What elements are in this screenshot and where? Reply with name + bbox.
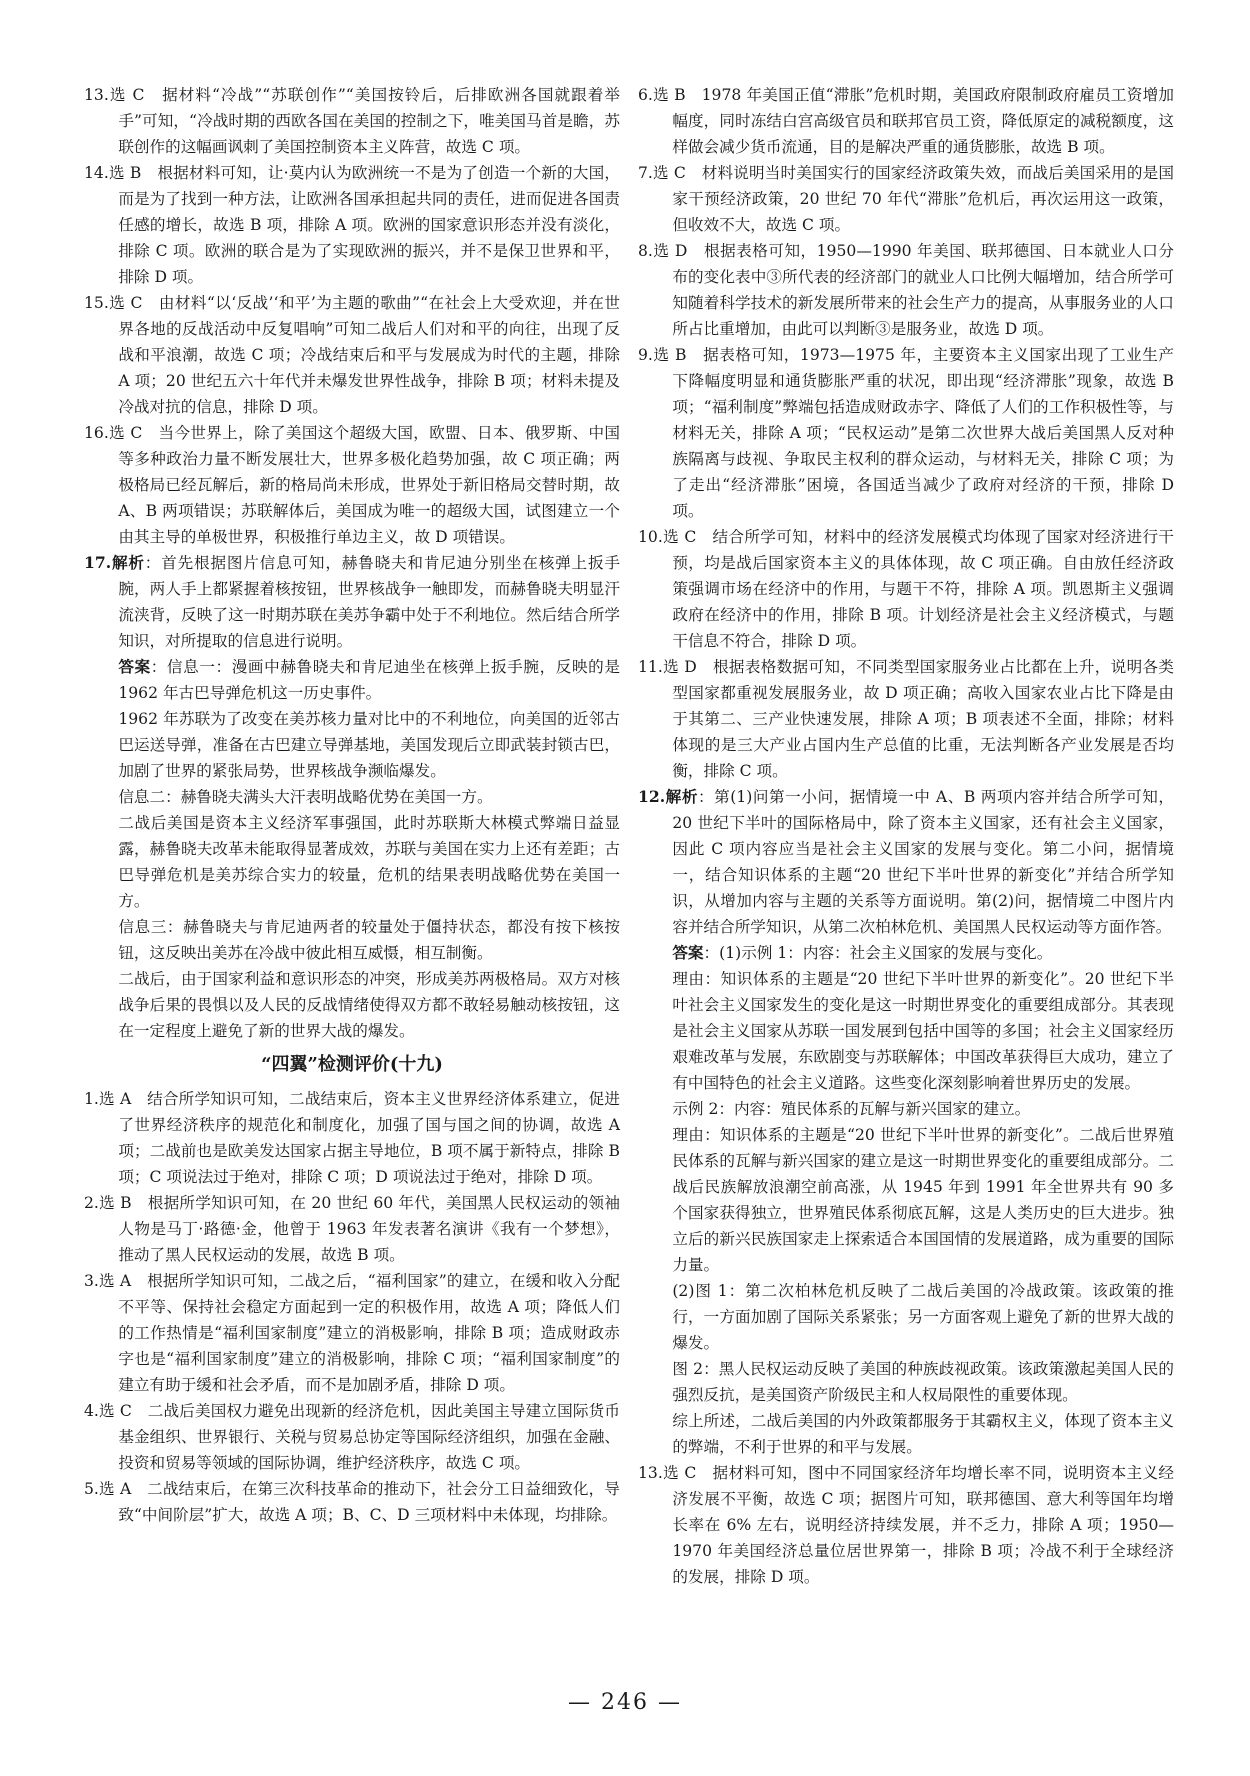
answer-continuation <box>638 1356 1174 1408</box>
answer-continuation <box>638 1096 1174 1122</box>
answer-item <box>638 82 1174 160</box>
answer-continuation <box>84 914 620 966</box>
answer-text: 示例 2：内容：殖民体系的瓦解与新兴国家的建立。 <box>672 1100 1031 1118</box>
answer-text: 11.选 D 根据表格数据可知，不同类型国家服务业占比都在上升，说明各类型国家都重视发展服务业，故 D 项正确；高收入国家农业占比下降是由于其第二、三产业快速发展，排除 A 项；B 项表述不全面，排除；材料体现的是三大产业占国内生产总值的比重，无法判断各产业发展是否均衡，排除 C 项。 <box>638 658 1174 780</box>
answer-text: (2)图 1：第二次柏林危机反映了二战后美国的冷战政策。该政策的推行，一方面加剧了国际关系紧张；另一方面客观上避免了新的世界大战的爆发。 <box>672 1282 1174 1352</box>
answer-text: 1962 年苏联为了改变在美苏核力量对比中的不利地位，向美国的近邻古巴运送导弹，准备在古巴建立导弹基地，美国发现后立即武装封锁古巴，加剧了世界的紧张局势，世界核战争濒临爆发。 <box>118 710 620 780</box>
answer-text: 15.选 C 由材料“以‘反战’‘和平’为主题的歌曲”“在社会上大受欢迎，并在世界各地的反战活动中反复唱响”可知二战后人们对和平的向往，出现了反战和平浪潮，故选 C 项；冷战结束后和平与发展成为时代的主题，排除 A 项；20 世纪五六十年代并未爆发世界性战争，排除 B 项；材料未提及冷战对抗的信息，排除 D 项。 <box>84 294 620 416</box>
answer-item <box>84 160 620 290</box>
answer-text: 4.选 C 二战后美国权力避免出现新的经济危机，因此美国主导建立国际货币基金组织、世界银行、关税与贸易总协定等国际经济组织，加强在金融、投资和贸易等领域的国际协调，维护经济秩序，故选 C 项。 <box>84 1402 620 1472</box>
answer-continuation <box>638 1278 1174 1356</box>
answer-text: ：第(1)问第一小问，据情境一中 A、B 两项内容并结合所学可知，20 世纪下半叶的国际格局中，除了资本主义国家，还有社会主义国家，因此 C 项内容应当是社会主义国家的发展与变化。第二小问，据情境一，结合知识体系的主题“20 世纪下半叶世界的新变化”并结合所学知识，从增加内容与主题的关系等方面说明。第(2)问，据情境二中图片内容并结合所学知识，从第二次柏林危机、美国黑人民权运动等方面作答。 <box>672 788 1174 936</box>
answer-item <box>638 524 1174 654</box>
answer-label: 17.解析 <box>84 553 145 572</box>
answer-continuation <box>638 966 1174 1096</box>
page-footer <box>0 1690 1250 1715</box>
answer-text: 10.选 C 结合所学可知，材料中的经济发展模式均体现了国家对经济进行干预，均是战后国家资本主义的具体体现，故 C 项正确。自由放任经济政策强调市场在经济中的作用，与题干不符，排除 A 项。凯恩斯主义强调政府在经济中的作用，排除 B 项。计划经济是社会主义经济模式，与题干信息不符合，排除 D 项。 <box>638 528 1174 650</box>
answer-text: ：(1)示例 1：内容：社会主义国家的发展与变化。 <box>703 944 1053 962</box>
answer-continuation <box>638 1122 1174 1278</box>
answer-text: 信息二：赫鲁晓夫满头大汗表明战略优势在美国一方。 <box>118 788 493 806</box>
answer-text: ：信息一：漫画中赫鲁晓夫和肯尼迪坐在核弹上扳手腕，反映的是 1962 年古巴导弹危机这一历史事件。 <box>118 658 620 702</box>
right-column <box>638 82 1174 1590</box>
answer-text: 2.选 B 根据所学知识可知，在 20 世纪 60 年代，美国黑人民权运动的领袖人物是马丁·路德·金，他曾于 1963 年发表著名演讲《我有一个梦想》，推动了黑人民权运动的发展，故选 B 项。 <box>84 1194 620 1264</box>
answer-text: 6.选 B 1978 年美国正值“滞胀”危机时期，美国政府限制政府雇员工资增加幅度，同时冻结白宫高级官员和联邦官员工资，降低原定的减税额度，这样做会减少货币流通，目的是解决严重的通货膨胀，故选 B 项。 <box>638 86 1174 156</box>
answer-text: 9.选 B 据表格可知，1973—1975 年，主要资本主义国家出现了工业生产下降幅度明显和通货膨胀严重的状况，即出现“经济滞胀”现象，故选 B 项；“福利制度”弊端包括造成财政赤字、降低了人们的工作积极性等，与材料无关，排除 A 项；“民权运动”是第二次世界大战后美国黑人反对种族隔离与歧视、争取民主权利的群众运动，与材料无关，排除 C 项；为了走出“经济滞胀”困境，各国适当减少了政府对经济的干预，排除 D 项。 <box>638 346 1174 520</box>
page-number: 246 <box>601 1690 649 1715</box>
footer-dash-right: — <box>658 1690 682 1715</box>
answer-continuation <box>84 966 620 1044</box>
answer-continuation <box>84 784 620 810</box>
left-column <box>84 82 620 1528</box>
answer-item <box>84 1476 620 1528</box>
answer-continuation <box>84 706 620 784</box>
answer-item <box>84 420 620 550</box>
answer-continuation <box>638 940 1174 966</box>
answer-label: 12.解析 <box>638 787 698 806</box>
answer-continuation <box>84 810 620 914</box>
answer-text: ：首先根据图片信息可知，赫鲁晓夫和肯尼迪分别坐在核弹上扳手腕，两人手上都紧握着核按钮，世界核战争一触即发，而赫鲁晓夫明显汗流浃背，反映了这一时期苏联在美苏争霸中处于不利地位。然后结合所学知识，对所提取的信息进行说明。 <box>118 554 620 650</box>
answer-item <box>84 1086 620 1190</box>
answer-text: 5.选 A 二战结束后，在第三次科技革命的推动下，社会分工日益细致化，导致“中间阶层”扩大，故选 A 项；B、C、D 三项材料中未体现，均排除。 <box>84 1480 620 1524</box>
answer-item <box>84 1268 620 1398</box>
answer-item <box>638 784 1174 940</box>
footer-dash-left: — <box>568 1690 592 1715</box>
answer-item <box>84 1190 620 1268</box>
answer-item <box>84 550 620 654</box>
answer-text: 图 2：黑人民权运动反映了美国的种族歧视政策。该政策激起美国人民的强烈反抗，是美国资产阶级民主和人权局限性的重要体现。 <box>672 1360 1174 1404</box>
answer-item <box>638 238 1174 342</box>
answer-text: 理由：知识体系的主题是“20 世纪下半叶世界的新变化”。二战后世界殖民体系的瓦解与新兴国家的建立是这一时期世界变化的重要组成部分。二战后民族解放浪潮空前高涨，从 1945 年到 1991 年全世界共有 90 多个国家获得独立，世界殖民体系彻底瓦解，这是人类历史的巨大进步。独立后的新兴民族国家走上探索适合本国国情的发展道路，成为重要的国际力量。 <box>672 1126 1174 1274</box>
answer-item <box>638 1460 1174 1590</box>
answer-text: 信息三：赫鲁晓夫与肯尼迪两者的较量处于僵持状态，都没有按下核按钮，这反映出美苏在冷战中彼此相互威慑，相互制衡。 <box>118 918 620 962</box>
answer-continuation <box>84 654 620 706</box>
answer-item <box>638 160 1174 238</box>
section-heading: “四翼”检测评价(十九) <box>261 1054 443 1075</box>
answer-text: 1.选 A 结合所学知识可知，二战结束后，资本主义世界经济体系建立，促进了世界经济秩序的规范化和制度化，加强了国与国之间的协调，故选 A 项；二战前也是欧美发达国家占据主导地位，B 项不属于新特点，排除 B 项；C 项说法过于绝对，排除 C 项；D 项说法过于绝对，排除 D 项。 <box>84 1090 620 1186</box>
answer-text: 13.选 C 据材料可知，图中不同国家经济年均增长率不同，说明资本主义经济发展不平衡，故选 C 项；据图片可知，联邦德国、意大利等国年均增长率在 6% 左右，说明经济持续发展，并不乏力，排除 A 项；1950—1970 年美国经济总量位居世界第一，排除 B 项；冷战不利于全球经济的发展，排除 D 项。 <box>638 1464 1174 1586</box>
answer-label: 答案 <box>118 657 151 676</box>
answer-label: 答案 <box>672 943 704 962</box>
answer-item <box>638 342 1174 524</box>
answer-item <box>84 1398 620 1476</box>
answer-text: 综上所述，二战后美国的内外政策都服务于其霸权主义，体现了资本主义的弊端，不利于世界的和平与发展。 <box>672 1412 1174 1456</box>
answer-text: 13.选 C 据材料“冷战”“苏联创作”“美国按铃后，后排欧洲各国就跟着举手”可知，“冷战时期的西欧各国在美国的控制之下，唯美国马首是瞻，苏联创作的这幅画讽刺了美国控制资本主义阵营，故选 C 项。 <box>84 86 620 156</box>
answer-text: 16.选 C 当今世界上，除了美国这个超级大国，欧盟、日本、俄罗斯、中国等多种政治力量不断发展壮大，世界多极化趋势加强，故 C 项正确；两极格局已经瓦解后，新的格局尚未形成，世界处于新旧格局交替时期，故 A、B 两项错误；苏联解体后，美国成为唯一的超级大国，试图建立一个由其主导的单极世界，积极推行单边主义，故 D 项错误。 <box>84 424 620 546</box>
answer-item <box>84 290 620 420</box>
answer-text: 理由：知识体系的主题是“20 世纪下半叶世界的新变化”。20 世纪下半叶社会主义国家发生的变化是这一时期世界变化的重要组成部分。其表现是社会主义国家从苏联一国发展到包括中国等的多国；社会主义国家经历艰难改革与发展，东欧剧变与苏联解体；中国改革获得巨大成功，建立了有中国特色的社会主义道路。这些变化深刻影响着世界历史的发展。 <box>672 970 1174 1092</box>
answer-text: 7.选 C 材料说明当时美国实行的国家经济政策失效，而战后美国采用的是国家干预经济政策，20 世纪 70 年代“滞胀”危机后，再次运用这一政策，但收效不大，故选 C 项。 <box>638 164 1174 234</box>
answer-text: 14.选 B 根据材料可知，让·莫内认为欧洲统一不是为了创造一个新的大国，而是为了找到一种方法，让欧洲各国承担起共同的责任，进而促进各国责任感的增长，故选 B 项，排除 A 项。欧洲的国家意识形态并没有淡化，排除 C 项。欧洲的联合是为了实现欧洲的振兴，并不是保卫世界和平，排除 D 项。 <box>84 164 620 286</box>
answer-text: 二战后美国是资本主义经济军事强国，此时苏联斯大林模式弊端日益显露，赫鲁晓夫改革未能取得显著成效，苏联与美国在实力上还有差距；古巴导弹危机是美苏综合实力的较量，危机的结果表明战略优势在美国一方。 <box>118 814 620 910</box>
answer-text: 3.选 A 根据所学知识可知，二战之后，“福利国家”的建立，在缓和收入分配不平等、保持社会稳定方面起到一定的积极作用，故选 A 项；降低人们的工作热情是“福利国家制度”建立的消极影响，排除 B 项；造成财政赤字也是“福利国家制度”建立的消极影响，排除 C 项；“福利国家制度”的建立有助于缓和社会矛盾，而不是加剧矛盾，排除 D 项。 <box>84 1272 620 1394</box>
answer-item <box>638 654 1174 784</box>
answer-text: 二战后，由于国家利益和意识形态的冲突，形成美苏两极格局。双方对核战争后果的畏惧以及人民的反战情绪使得双方都不敢轻易触动核按钮，这在一定程度上避免了新的世界大战的爆发。 <box>118 970 620 1040</box>
answer-text: 8.选 D 根据表格可知，1950—1990 年美国、联邦德国、日本就业人口分布的变化表中③所代表的经济部门的就业人口比例大幅增加，结合所学可知随着科学技术的新发展所带来的社会生产力的提高，从事服务业的人口所占比重增加，由此可以判断③是服务业，故选 D 项。 <box>638 242 1174 338</box>
answer-continuation <box>638 1408 1174 1460</box>
answer-item <box>84 82 620 160</box>
